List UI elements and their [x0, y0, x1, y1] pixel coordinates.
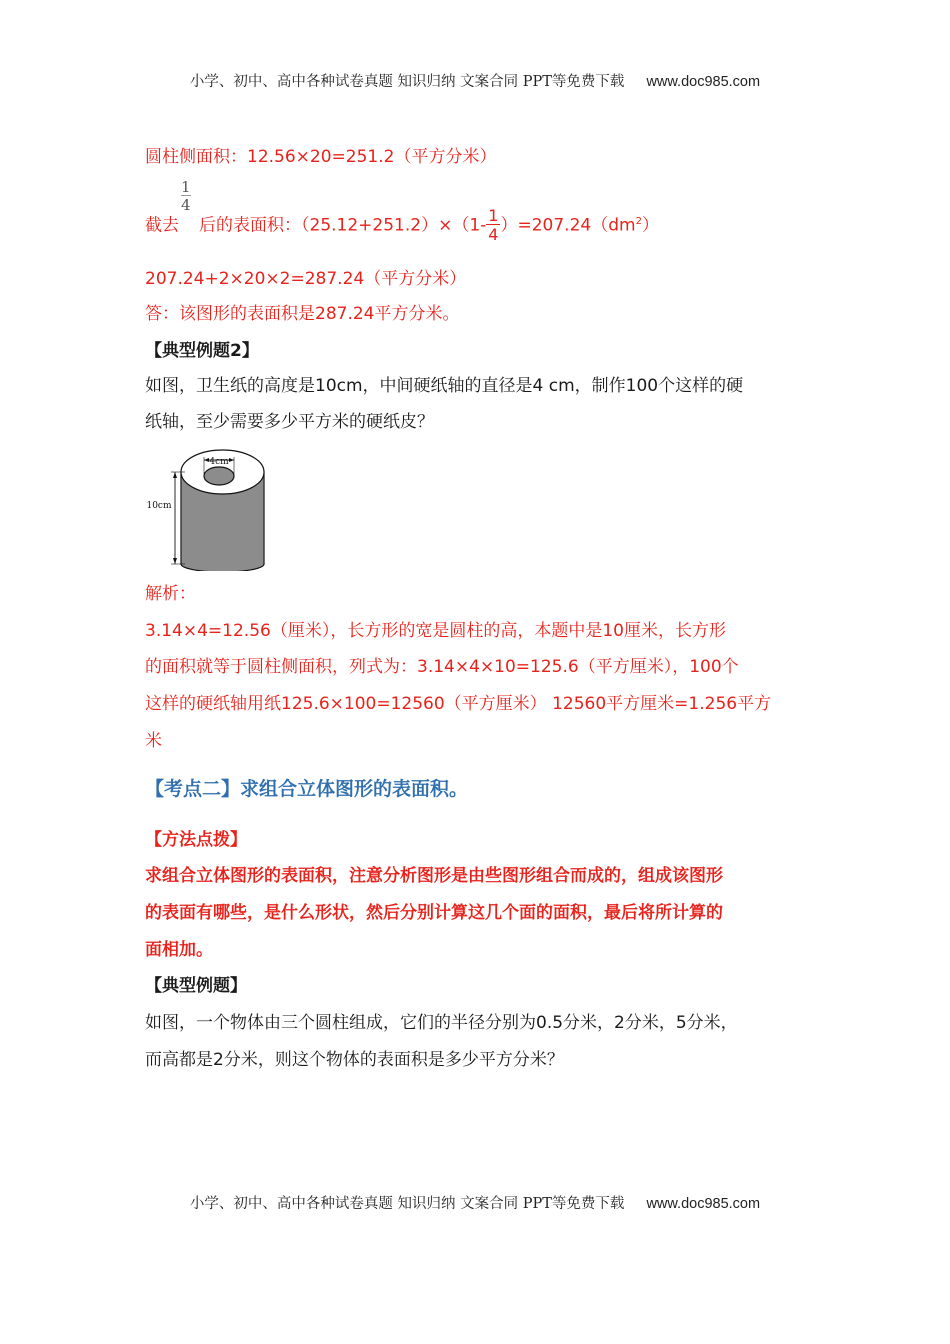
section2-title: 【考点二】求组合立体图形的表面积。	[145, 778, 469, 800]
page-footer	[0, 1192, 950, 1213]
diameter-label: 4cm	[209, 457, 229, 467]
header-site-link[interactable]: www.doc985.com	[646, 74, 761, 90]
method-line1: 求组合立体图形的表面积，注意分析图形是由些图形组合而成的，组成该图形	[145, 866, 723, 886]
method-line3: 面相加。	[145, 940, 213, 960]
analysis-line4: 米	[145, 731, 162, 751]
method-heading: 【方法点拨】	[145, 830, 247, 850]
total-area-line: 207.24+2×20×2=287.24（平方分米）	[145, 269, 467, 289]
fraction-one-quarter: $\frac{1}{4}$	[488, 206, 499, 244]
analysis-line3: 这样的硬纸轴用纸125.6×100=12560（平方厘米） 12560平方厘米=1.256平方	[145, 694, 772, 714]
example2-question-line2: 纸轴，至少需要多少平方米的硬纸皮？	[145, 412, 434, 432]
method-line2: 的表面有哪些，是什么形状，然后分别计算这几个面的面积，最后将所计算的	[145, 903, 723, 923]
cut-surface-line: 截去 后的表面积：（25.12+251.2）×（1- $\frac{1}{4}$ ）$=207.24(dm^2)$	[145, 206, 659, 244]
small-fraction: 1 4	[181, 178, 191, 214]
toilet-paper-roll-figure	[145, 446, 270, 571]
analysis-line2: 的面积就等于圆柱侧面积，列式为：3.14×4×10=125.6（平方厘米），100个	[145, 657, 739, 677]
header-text: 小学、初中、高中各种试卷真题 知识归纳 文案合同 PPT等免费下载	[189, 74, 625, 90]
analysis-label: 解析：	[145, 584, 196, 604]
example-question-line1: 如图，一个物体由三个圆柱组成，它们的半径分别为0.5分米，2分米，5分米，	[145, 1013, 738, 1033]
example2-question-line1: 如图，卫生纸的高度是10cm，中间硬纸轴的直径是4 cm，制作100个这样的硬	[145, 376, 744, 396]
example-question-line2: 而高都是2分米，则这个物体的表面积是多少平方分米？	[145, 1050, 564, 1070]
analysis-line1: 3.14×4=12.56（厘米），长方形的宽是圆柱的高，本题中是10厘米，长方形	[145, 621, 726, 641]
footer-site-link[interactable]: www.doc985.com	[646, 1196, 761, 1212]
footer-text: 小学、初中、高中各种试卷真题 知识归纳 文案合同 PPT等免费下载	[189, 1196, 625, 1212]
example2-heading: 【典型例题2】	[145, 341, 259, 361]
page-header	[0, 70, 950, 91]
height-label: 10cm	[146, 501, 172, 511]
lateral-area-line: 圆柱侧面积：12.56×20=251.2（平方分米）	[145, 147, 497, 167]
answer-line: 答：该图形的表面积是287.24平方分米。	[145, 304, 460, 324]
example-heading: 【典型例题】	[145, 976, 247, 996]
